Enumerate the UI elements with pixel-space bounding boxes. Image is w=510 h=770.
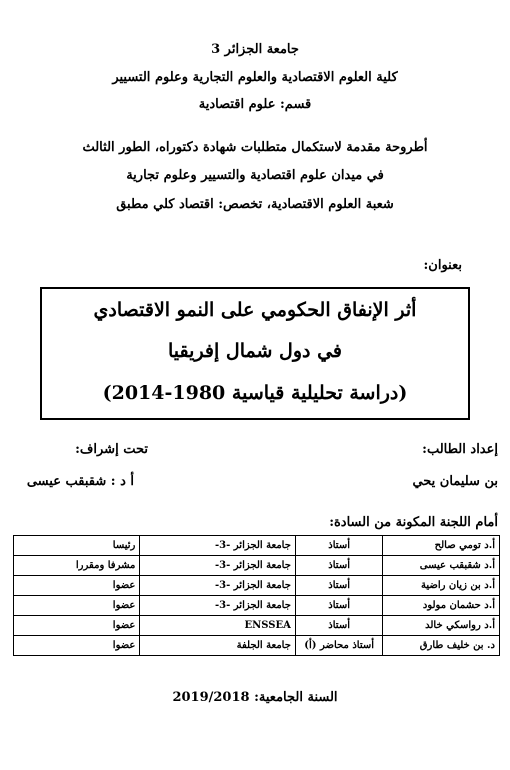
member-name: د. بن خليف طارق (383, 636, 500, 656)
member-name: أ.د رواسكي خالد (383, 616, 500, 636)
member-name: أ.د حشمان مولود (383, 596, 500, 616)
table-row (14, 536, 500, 556)
member-institution: جامعة الجزائر -3- (140, 596, 296, 616)
title-line-1: أثر الإنفاق الحكومي على النمو الاقتصادي (93, 299, 417, 321)
committee-table (13, 535, 500, 656)
title-line-2: في دول شمال إفريقيا (168, 340, 342, 362)
thesis-line-3: شعبة العلوم الاقتصادية، تخصص: اقتصاد كلي مطبق (116, 197, 394, 212)
member-rank: أستاذ (295, 596, 382, 616)
member-role: رئيسا (14, 536, 140, 556)
member-role: عضوا (14, 636, 140, 656)
member-institution: جامعة الجزائر -3- (140, 576, 296, 596)
member-institution: جامعة الجزائر -3- (140, 536, 296, 556)
member-rank: أستاذ (295, 576, 382, 596)
table-row (14, 616, 500, 636)
member-name: أ.د شقبقب عيسى (383, 556, 500, 576)
table-row (14, 556, 500, 576)
member-name: أ.د تومي صالح (383, 536, 500, 556)
faculty-name: كلية العلوم الاقتصادية والعلوم التجارية وعلوم التسيير (112, 70, 398, 85)
member-name: أ.د بن زيان راضية (383, 576, 500, 596)
member-rank: أستاذ (295, 556, 382, 576)
student-name: بن سليمان يحي (412, 474, 498, 489)
member-institution: ENSSEA (140, 616, 296, 636)
member-rank: أستاذ محاضر (أ) (295, 636, 382, 656)
member-institution: جامعة الجزائر -3- (140, 556, 296, 576)
thesis-line-1: أطروحة مقدمة لاستكمال متطلبات شهادة دكتوراه، الطور الثالث (82, 140, 428, 155)
member-role: عضوا (14, 596, 140, 616)
department-name: قسم: علوم اقتصادية (198, 97, 312, 112)
member-role: عضوا (14, 616, 140, 636)
university-name: جامعة الجزائر 3 (211, 42, 299, 57)
committee-label: أمام اللجنة المكونة من السادة: (329, 515, 498, 530)
table-row (14, 576, 500, 596)
title-label: بعنوان: (423, 258, 462, 273)
supervisor-label: تحت إشراف: (75, 442, 148, 457)
member-role: مشرفا ومقررا (14, 556, 140, 576)
member-rank: أستاذ (295, 536, 382, 556)
student-label: إعداد الطالب: (422, 442, 498, 457)
supervisor-name: أ د : شقبقب عيسى (26, 474, 134, 489)
thesis-line-2: في ميدان علوم اقتصادية والتسيير وعلوم تجارية (126, 168, 384, 183)
member-rank: أستاذ (295, 616, 382, 636)
table-row (14, 596, 500, 616)
academic-year: السنة الجامعية: 2019/2018 (172, 690, 338, 705)
member-institution: جامعة الجلفة (140, 636, 296, 656)
title-line-3: (دراسة تحليلية قياسية 1980-2014) (102, 382, 408, 404)
member-role: عضوا (14, 576, 140, 596)
title-box (40, 287, 470, 420)
table-row (14, 636, 500, 656)
